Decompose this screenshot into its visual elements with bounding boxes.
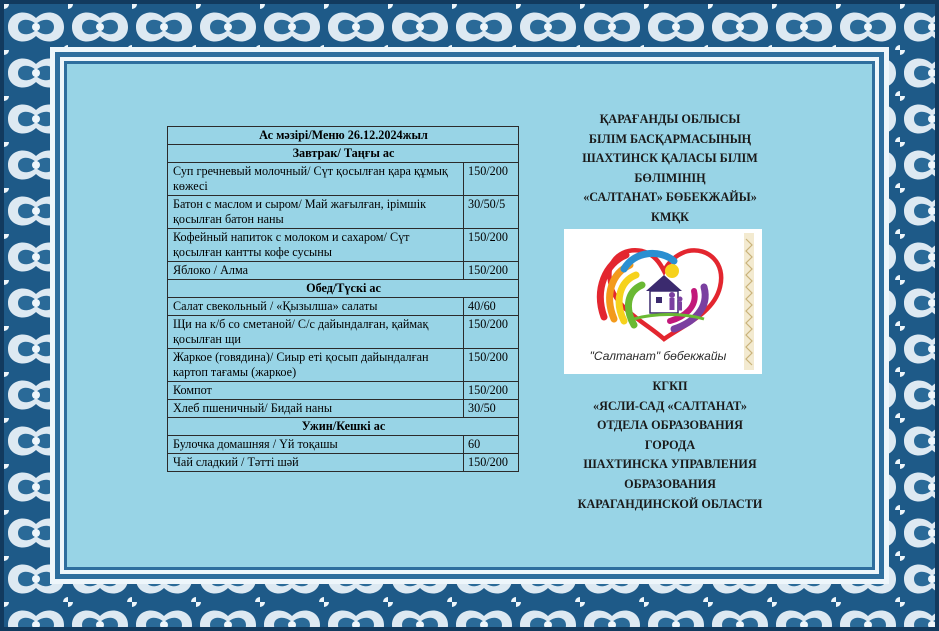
org-ru-line: КГКП bbox=[652, 379, 688, 393]
menu-item-dish: Батон с маслом и сыром/ Май жағылған, ірімшік қосылған батон наны bbox=[168, 196, 464, 229]
menu-item-row bbox=[168, 436, 519, 454]
org-ru-line: ОБРАЗОВАНИЯ bbox=[624, 476, 716, 491]
menu-item-dish: Кофейный напиток с молоком и сахаром/ Сүт қосылған кантты кофе сусыны bbox=[168, 229, 464, 262]
org-ru-line: КАРАГАНДИНСКОЙ ОБЛАСТИ bbox=[577, 496, 763, 511]
menu-table bbox=[167, 126, 519, 472]
kindergarten-logo bbox=[564, 229, 762, 374]
menu-item-dish: Салат свекольный / «Қызылша» салаты bbox=[168, 298, 464, 316]
menu-item-dish: Суп гречневый молочный/ Сүт қосылған қара құмық көжесі bbox=[168, 163, 464, 196]
menu-item-dish: Булочка домашняя / Үй тоқашы bbox=[168, 436, 464, 454]
menu-section-row bbox=[168, 280, 519, 298]
menu-item-dish: Щи на к/б со сметаной/ С/с дайындалған, қаймақ қосылған щи bbox=[168, 316, 464, 349]
organization-name-russian bbox=[548, 377, 792, 514]
menu-item-portion: 150/200 bbox=[464, 262, 519, 280]
kindergarten-heart-logo-icon bbox=[564, 229, 762, 374]
menu-item-portion: 60 bbox=[464, 436, 519, 454]
menu-item-portion: 150/200 bbox=[464, 229, 519, 262]
org-ru-line: ОТДЕЛА ОБРАЗОВАНИЯ bbox=[597, 418, 743, 433]
menu-item-dish: Хлеб пшеничный/ Бидай наны bbox=[168, 400, 464, 418]
menu-item-row bbox=[168, 454, 519, 472]
menu-item-portion: 150/200 bbox=[464, 454, 519, 472]
menu-item-row bbox=[168, 163, 519, 196]
organization-name-kazakh bbox=[548, 110, 792, 228]
org-ru-line: ШАХТИНСКА УПРАВЛЕНИЯ bbox=[583, 457, 757, 472]
menu-item-row bbox=[168, 229, 519, 262]
org-kz-line: БӨЛІМІНІҢ bbox=[634, 170, 706, 185]
menu-item-row bbox=[168, 262, 519, 280]
org-ru-line: ГОРОДА bbox=[644, 437, 696, 452]
menu-item-dish: Жаркое (говядина)/ Сиыр еті қосып дайындалған картоп тағамы (жаркое) bbox=[168, 349, 464, 382]
menu-item-row bbox=[168, 400, 519, 418]
menu-table-body bbox=[168, 127, 519, 472]
menu-title: Ас мәзірі/Меню 26.12.2024жыл bbox=[168, 127, 519, 145]
org-kz-line: ҚАРАҒАНДЫ ОБЛЫСЫ bbox=[599, 112, 741, 126]
menu-item-row bbox=[168, 298, 519, 316]
org-kz-line: БІЛІМ БАСҚАРМАСЫНЫҢ bbox=[588, 131, 752, 146]
menu-item-portion: 150/200 bbox=[464, 382, 519, 400]
menu-item-row bbox=[168, 382, 519, 400]
menu-item-dish: Чай сладкий / Тәтті шәй bbox=[168, 454, 464, 472]
menu-item-portion: 40/60 bbox=[464, 298, 519, 316]
menu-section-row bbox=[168, 145, 519, 163]
menu-item-portion: 30/50 bbox=[464, 400, 519, 418]
menu-item-row bbox=[168, 196, 519, 229]
org-kz-line: ШАХТИНСК ҚАЛАСЫ БІЛІМ bbox=[582, 151, 758, 166]
menu-item-portion: 30/50/5 bbox=[464, 196, 519, 229]
org-kz-line: КМҚК bbox=[650, 209, 689, 224]
menu-item-row bbox=[168, 349, 519, 382]
menu-item-dish: Компот bbox=[168, 382, 464, 400]
menu-section-title: Завтрак/ Таңғы ас bbox=[168, 145, 519, 163]
org-ru-line: «ЯСЛИ-САД «САЛТАНАТ» bbox=[592, 398, 748, 413]
menu-item-portion: 150/200 bbox=[464, 163, 519, 196]
menu-item-dish: Яблоко / Алма bbox=[168, 262, 464, 280]
menu-section-title: Обед/Түскі ас bbox=[168, 280, 519, 298]
logo-caption: "Салтанат" бөбекжайы bbox=[589, 349, 727, 363]
menu-title-row bbox=[168, 127, 519, 145]
menu-section-row bbox=[168, 418, 519, 436]
menu-item-row bbox=[168, 316, 519, 349]
menu-item-portion: 150/200 bbox=[464, 349, 519, 382]
menu-item-portion: 150/200 bbox=[464, 316, 519, 349]
org-kz-line: «САЛТАНАТ» БӨБЕКЖАЙЫ» bbox=[583, 190, 757, 205]
menu-section-title: Ужин/Кешкі ас bbox=[168, 418, 519, 436]
